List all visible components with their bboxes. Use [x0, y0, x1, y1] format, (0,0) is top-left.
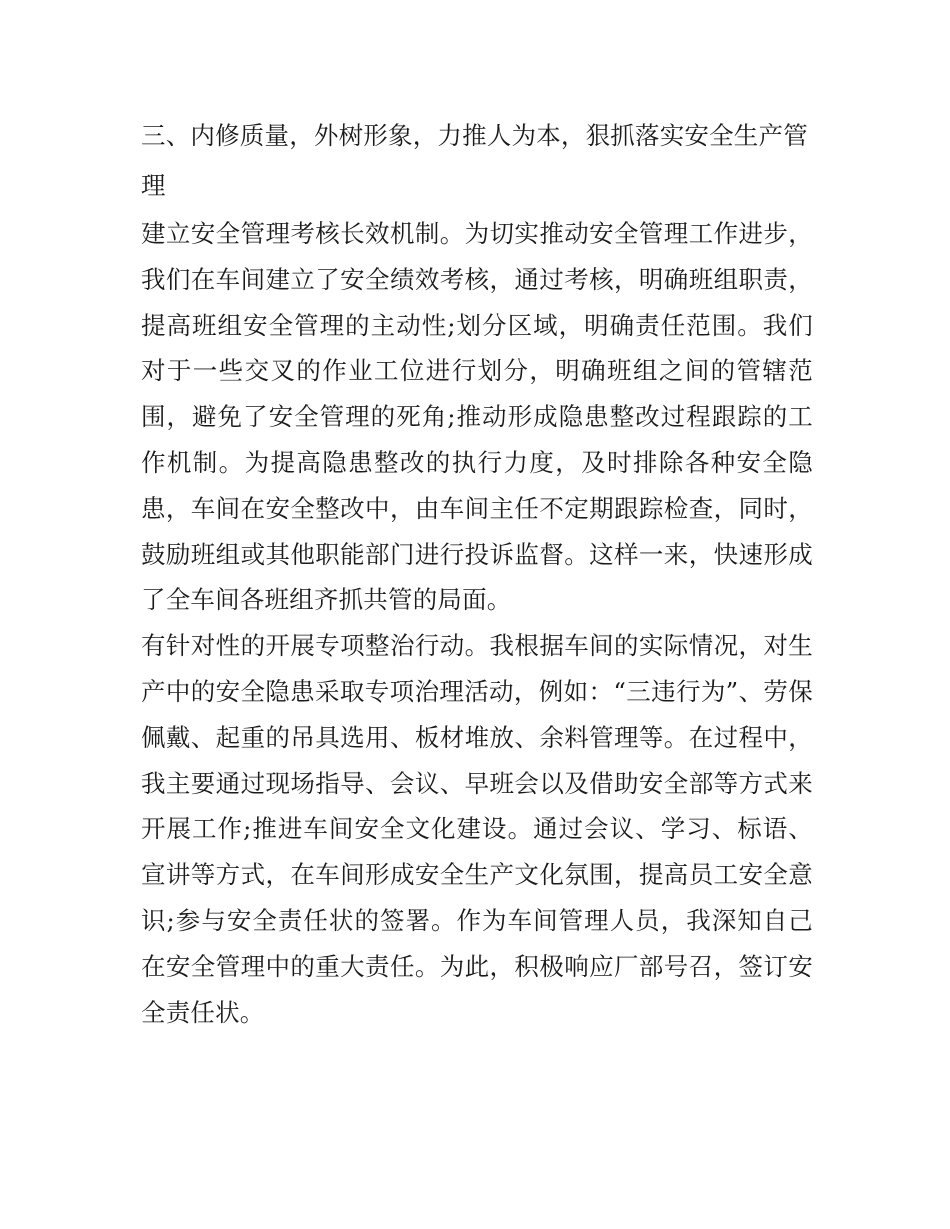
section-heading: 三、内修质量，外树形象，力推人为本，狠抓落实安全生产管理: [141, 121, 808, 200]
paragraph-safety-mechanism: 建立安全管理考核长效机制。为切实推动安全管理工作进步，我们在车间建立了安全绩效考核，通过考核，明确班组职责，提高班组安全管理的主动性;划分区域，明确责任范围。我们对于一些交叉的作业工位进行划分，明确班组之间的管辖范围，避免了安全管理的死角;推动形成隐患整改过程跟踪的工作机制。为提高隐患整改的执行力度，及时排除各种安全隐患，车间在安全整改中，由车间主任不定期跟踪检查，同时，鼓励班组或其他职能部门进行投诉监督。这样一来，快速形成了全车间各班组齐抓共管的局面。: [141, 219, 813, 615]
document-body: [141, 111, 813, 1035]
paragraph-special-rectification: 有针对性的开展专项整治行动。我根据车间的实际情况，对生产中的安全隐患采取专项治理活动，例如：“三违行为”、劳保佩戴、起重的吊具选用、板材堆放、余料管理等。在过程中，我主要通过现场指导、会议、早班会以及借助安全部等方式来开展工作;推进车间安全文化建设。通过会议、学习、标语、宣讲等方式，在车间形成安全生产文化氛围，提高员工安全意识;参与安全责任状的签署。作为车间管理人员，我深知自己在安全管理中的重大责任。为此，积极响应厂部号召，签订安全责任状。: [141, 631, 813, 1027]
